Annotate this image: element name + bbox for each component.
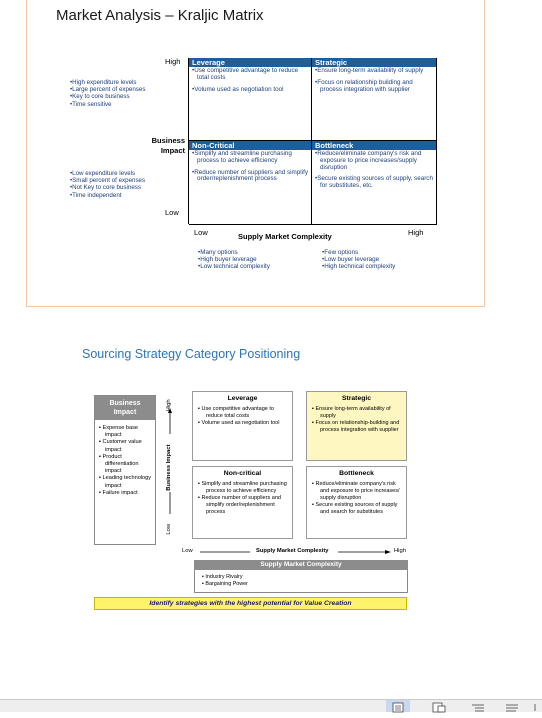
list-item: ▪ Use competitive advantage to reduce total costs — [196, 406, 289, 420]
quadrant-item: • Reduce number of suppliers and simplify order/replenishment process — [189, 169, 311, 185]
y-axis-label-line2: Impact — [160, 146, 185, 155]
status-bar — [0, 699, 542, 712]
list-item: • Few options — [322, 249, 395, 256]
list-item: • Low expenditure levels — [70, 170, 145, 177]
y-axis-label-line1: Business — [151, 136, 185, 145]
list-item: • Time sensitive — [70, 101, 145, 108]
x-axis-low: Low — [182, 548, 193, 554]
y-axis-title: Business Impact — [166, 444, 172, 491]
zoom-icon — [528, 701, 542, 713]
slide-title: Market Analysis – Kraljic Matrix — [56, 7, 264, 24]
box-title: Leverage — [227, 395, 258, 402]
quadrant-item: • Focus on relationship building and process integration with supplier — [312, 79, 436, 95]
y-axis-low-label: Low — [165, 208, 179, 217]
box-noncritical — [192, 466, 293, 539]
low-impact-list — [70, 170, 145, 199]
list-item: • Key to core business — [70, 93, 145, 100]
box-items — [307, 481, 406, 516]
box-bottleneck — [306, 466, 407, 539]
quadrant-item: • Volume used as negotiation tool — [189, 86, 311, 95]
kraljic-slide — [26, 0, 485, 307]
business-impact-box — [94, 395, 156, 545]
x-axis-high-label: High — [408, 228, 424, 237]
quadrant-item: • Use competitive advantage to reduce total costs — [189, 67, 311, 83]
quadrant-title: Non-Critical — [189, 141, 311, 150]
y-axis-high-label: High — [165, 57, 181, 66]
box-items — [307, 406, 406, 434]
x-axis-title: Supply Market Complexity — [256, 548, 329, 554]
business-impact-head-line1: Business — [109, 400, 141, 407]
list-item: ▪ Expense base impact — [98, 425, 152, 439]
quadrant-item: • Ensure long-term availability of supply — [312, 67, 436, 76]
y-axis-high: High — [166, 399, 172, 412]
list-item: ▪ Reduce number of suppliers and simplify order/replenishment process — [196, 495, 289, 516]
list-item: ▪ Volume used as negotiation tool — [196, 420, 289, 427]
box-strategic — [306, 391, 407, 461]
list-item: ▪ Product differentiation impact — [98, 454, 152, 476]
quadrant-leverage — [189, 58, 312, 141]
x-axis-low-label: Low — [194, 228, 208, 237]
quadrant-item: • Simplify and streamline purchasing process to achieve efficiency — [189, 150, 311, 166]
high-impact-list — [70, 79, 145, 108]
x-axis-high: High — [394, 548, 406, 554]
y-axis-label — [143, 136, 185, 156]
business-impact-head-line2: Impact — [113, 409, 137, 416]
list-item: ▪ Simplify and streamline purchasing process to achieve efficiency — [196, 481, 289, 495]
list-item: • High technical complexity — [322, 263, 395, 270]
list-item: ▪ Reduce/eliminate company's risk and exposure to price increases/ supply disruption — [310, 481, 403, 502]
list-item: ▪ Secure existing sources of supply and search for substitutes — [310, 502, 403, 516]
list-item: • Not Key to core business — [70, 184, 145, 191]
list-item: • Time independent — [70, 192, 145, 199]
supply-complexity-list — [201, 574, 248, 587]
box-leverage — [192, 391, 293, 461]
list-item: ▪ Leading technology impact — [98, 475, 152, 489]
sourcing-title: Sourcing Strategy Category Positioning — [82, 347, 301, 361]
quadrant-item: • Reduce/eliminate company's risk and exposure to price increases/supply disruption — [312, 150, 436, 172]
print-layout-view-button[interactable] — [386, 700, 410, 712]
x-axis-label: Supply Market Complexity — [238, 232, 332, 241]
box-title: Strategic — [341, 395, 372, 402]
quadrant-title: Bottleneck — [312, 141, 436, 150]
outline-view-button[interactable] — [466, 700, 490, 712]
list-item: • Low technical complexity — [198, 263, 270, 270]
box-items — [193, 406, 292, 427]
quadrant-title: Strategic — [312, 58, 436, 67]
list-item: ▪ Focus on relationship-building and process integration with supplier — [310, 420, 403, 434]
print-layout-icon — [386, 701, 410, 713]
low-complexity-list — [198, 249, 270, 270]
supply-complexity-box — [194, 570, 408, 593]
box-title: Non-critical — [223, 470, 262, 477]
list-item: • Low buyer leverage — [322, 256, 395, 263]
supply-complexity-head: Supply Market Complexity — [194, 560, 408, 570]
box-title: Bottleneck — [339, 470, 374, 477]
y-axis — [164, 392, 174, 540]
list-item: ▪ Failure impact — [98, 490, 152, 497]
list-item: ▪ Ensure long-term availability of supply — [310, 406, 403, 420]
outline-icon — [466, 701, 490, 713]
kraljic-matrix — [188, 58, 436, 224]
quadrant-bottleneck — [312, 141, 437, 225]
business-impact-list — [98, 425, 152, 497]
y-axis-label — [166, 398, 172, 536]
list-item: • Large percent of expenses — [70, 86, 145, 93]
list-item: ▪ Industry Rivalry — [201, 574, 248, 581]
list-item: • High expenditure levels — [70, 79, 145, 86]
list-item: • Small percent of expenses — [70, 177, 145, 184]
quadrant-title: Leverage — [189, 58, 311, 67]
quadrant-strategic — [312, 58, 437, 141]
business-impact-head — [95, 396, 155, 420]
full-screen-reading-view-button[interactable] — [428, 700, 452, 712]
draft-icon — [500, 701, 524, 713]
list-item: • Many options — [198, 249, 270, 256]
y-axis-low: Low — [166, 523, 172, 535]
list-item: ▪ Customer value impact — [98, 439, 152, 453]
value-creation-banner: Identify strategies with the highest potential for Value Creation — [94, 597, 407, 610]
box-items — [193, 481, 292, 516]
high-complexity-list — [322, 249, 395, 270]
full-screen-reading-icon — [428, 701, 452, 713]
quadrant-noncritical — [189, 141, 312, 225]
draft-view-button[interactable] — [500, 700, 524, 712]
quadrant-item: • Secure existing sources of supply, search for substitutes, etc. — [312, 175, 436, 191]
list-item: ▪ Bargaining Power — [201, 581, 248, 588]
zoom-control[interactable] — [528, 700, 542, 712]
list-item: • High buyer leverage — [198, 256, 270, 263]
